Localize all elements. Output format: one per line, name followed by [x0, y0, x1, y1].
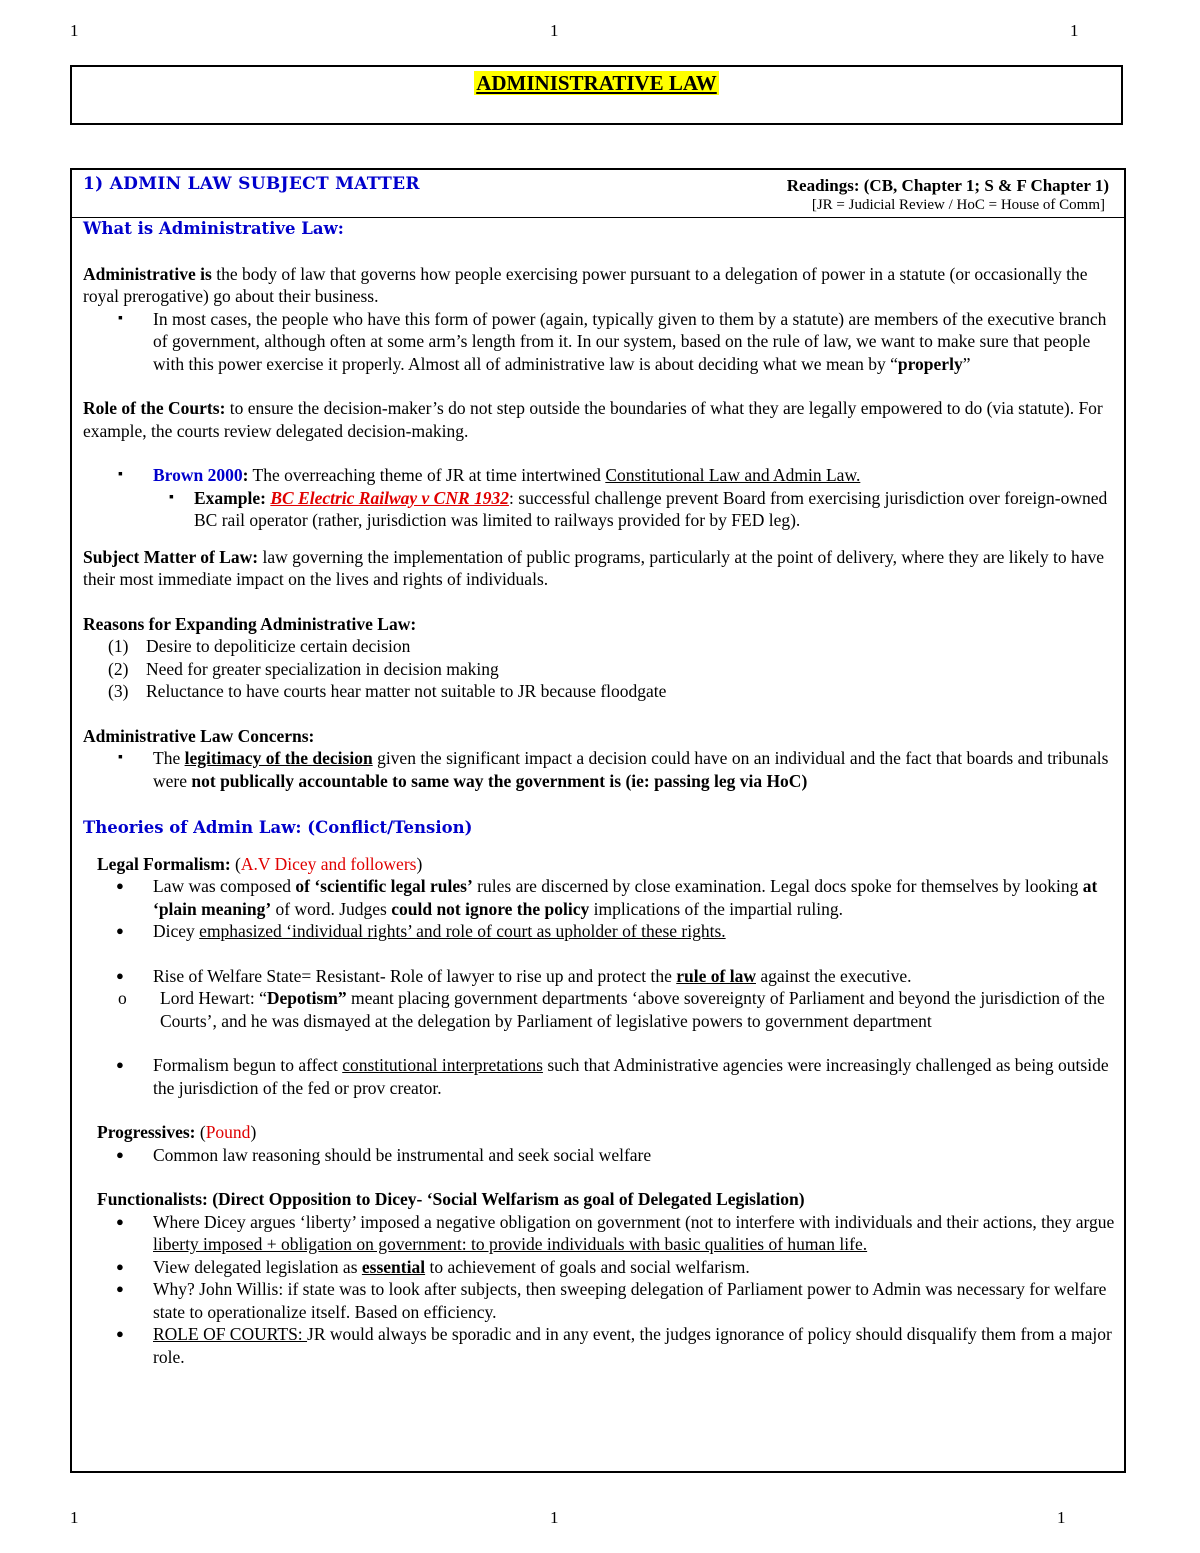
section-content	[83, 218, 1116, 1368]
title-box	[70, 65, 1123, 125]
document-title: ADMINISTRATIVE LAW	[476, 71, 717, 95]
list-item: ● Formalism begun to affect constitutional interpretations such that Administrative agencies were increasingly challenged as being outside the jurisdiction of the fed or prov creator.	[83, 1054, 1116, 1099]
progressives-heading: Progressives: (Pound)	[97, 1122, 257, 1142]
list-item: (3) Reluctance to have courts hear matter not suitable to JR because floodgate	[108, 681, 667, 701]
progressives-bullets	[83, 1144, 1116, 1167]
welfare-bullets	[83, 965, 1116, 988]
what-is-heading: What is Administrative Law:	[83, 219, 344, 238]
definition-paragraph: Administrative is the body of law that governs how people exercising power pursuant to a delegation of power in a statute (or occasionally the royal prerogative) go about their business.	[83, 263, 1088, 306]
hewart-bullets	[83, 987, 1116, 1032]
header-page-number-center: 1	[550, 21, 559, 40]
constitutional-bullets	[83, 1054, 1116, 1099]
list-item: ● ROLE OF COURTS: JR would always be sporadic and in any event, the judges ignorance of policy should disqualify them from a major role.	[83, 1323, 1116, 1368]
readings-reference: Readings: (CB, Chapter 1; S & F Chapter 1)	[786, 176, 1109, 195]
brown-bullets	[83, 464, 1116, 487]
concerns-heading: Administrative Law Concerns:	[83, 725, 315, 746]
section-header-row	[72, 170, 1124, 218]
section-title: 1) ADMIN LAW SUBJECT MATTER	[83, 174, 420, 194]
subject-paragraph: Subject Matter of Law: law governing the implementation of public programs, particularly at the point of delivery, where they are likely to have their most immediate impact on the lives and rights of individuals.	[83, 546, 1105, 589]
list-item: ▪ Example: BC Electric Railway v CNR 1932: successful challenge prevent Board from exercising jurisdiction over foreign-owned BC rail operator (rather, jurisdiction was limited to railways provided for by FED leg).	[83, 487, 1116, 532]
footer-page-number-center: 1	[550, 1508, 559, 1527]
list-item: (1) Desire to depoliticize certain decision	[108, 636, 411, 656]
list-item: ▪ Brown 2000: The overreaching theme of JR at time intertwined Constitutional Law and Admin Law.	[83, 464, 1116, 487]
list-item: ● View delegated legislation as essential to achievement of goals and social welfarism.	[83, 1256, 1116, 1279]
theories-heading: Theories of Admin Law: (Conflict/Tension)	[83, 818, 473, 837]
list-item: ● Where Dicey argues ‘liberty’ imposed a negative obligation on government (not to interfere with individuals and their actions, they argue liberty imposed + obligation on government: to provide individuals with basic qualities of human life.	[83, 1211, 1116, 1256]
header-page-number-left: 1	[70, 21, 79, 40]
definition-bullets	[83, 308, 1116, 376]
example-bullets	[83, 487, 1116, 532]
list-item: ● Dicey emphasized ‘individual rights’ and role of court as upholder of these rights.	[83, 920, 1116, 943]
footer-page-number-right: 1	[1057, 1508, 1066, 1527]
functionalists-heading: Functionalists: (Direct Opposition to Dicey- ‘Social Welfarism as goal of Delegated Legislation)	[97, 1189, 805, 1209]
reasons-heading: Reasons for Expanding Administrative Law:	[83, 613, 417, 634]
concerns-list	[83, 747, 1116, 792]
list-item: (2) Need for greater specialization in decision making	[108, 658, 499, 679]
list-item: o Lord Hewart: “Depotism” meant placing government departments ‘above sovereignty of Parliament and beyond the jurisdiction of the Courts’, and he was dismayed at the delegation by Parliament of legislative powers to government department	[83, 987, 1116, 1032]
section-box	[70, 168, 1126, 1473]
list-item: ● Law was composed of ‘scientific legal rules’ rules are discerned by close examination. Legal docs spoke for themselves by looking at ‘plain meaning’ of word. Judges could not ignore the policy implications of the impartial ruling.	[83, 875, 1116, 920]
list-item: ▪ In most cases, the people who have this form of power (again, typically given to them by a statute) are members of the executive branch of government, although often at some arm’s length from it. In our system, based on the rule of law, we want to make sure that people with this power exercise it properly. Almost all of administrative law is about deciding what we mean by “properly”	[83, 308, 1116, 376]
functionalists-bullets	[83, 1211, 1116, 1369]
list-item: ▪ The legitimacy of the decision given the significant impact a decision could have on an individual and the fact that boards and tribunals were not publically accountable to same way the government is (ie: passing leg via HoC)	[83, 747, 1116, 792]
role-paragraph: Role of the Courts: to ensure the decision-maker’s do not step outside the boundaries of what they are legally empowered to do (via statute). For example, the courts review delegated decision-making.	[83, 398, 1103, 441]
list-item: ● Why? John Willis: if state was to look after subjects, then sweeping delegation of Parliament power to Admin was necessary for welfare state to operationalize itself. Based on efficiency.	[83, 1278, 1116, 1323]
abbreviations-note: [JR = Judicial Review / HoC = House of Comm]	[811, 197, 1105, 213]
formalism-heading: Legal Formalism: (A.V Dicey and followers)	[97, 853, 423, 874]
list-item: ● Common law reasoning should be instrumental and seek social welfare	[83, 1144, 1116, 1167]
case-citation: BC Electric Railway v CNR 1932	[270, 487, 510, 508]
list-item: ● Rise of Welfare State= Resistant- Role of lawyer to rise up and protect the rule of law against the executive.	[83, 965, 1116, 988]
footer-page-number-left: 1	[70, 1508, 79, 1527]
reasons-list	[83, 635, 1116, 703]
header-page-number-right: 1	[1070, 21, 1079, 40]
formalism-bullets	[83, 875, 1116, 943]
